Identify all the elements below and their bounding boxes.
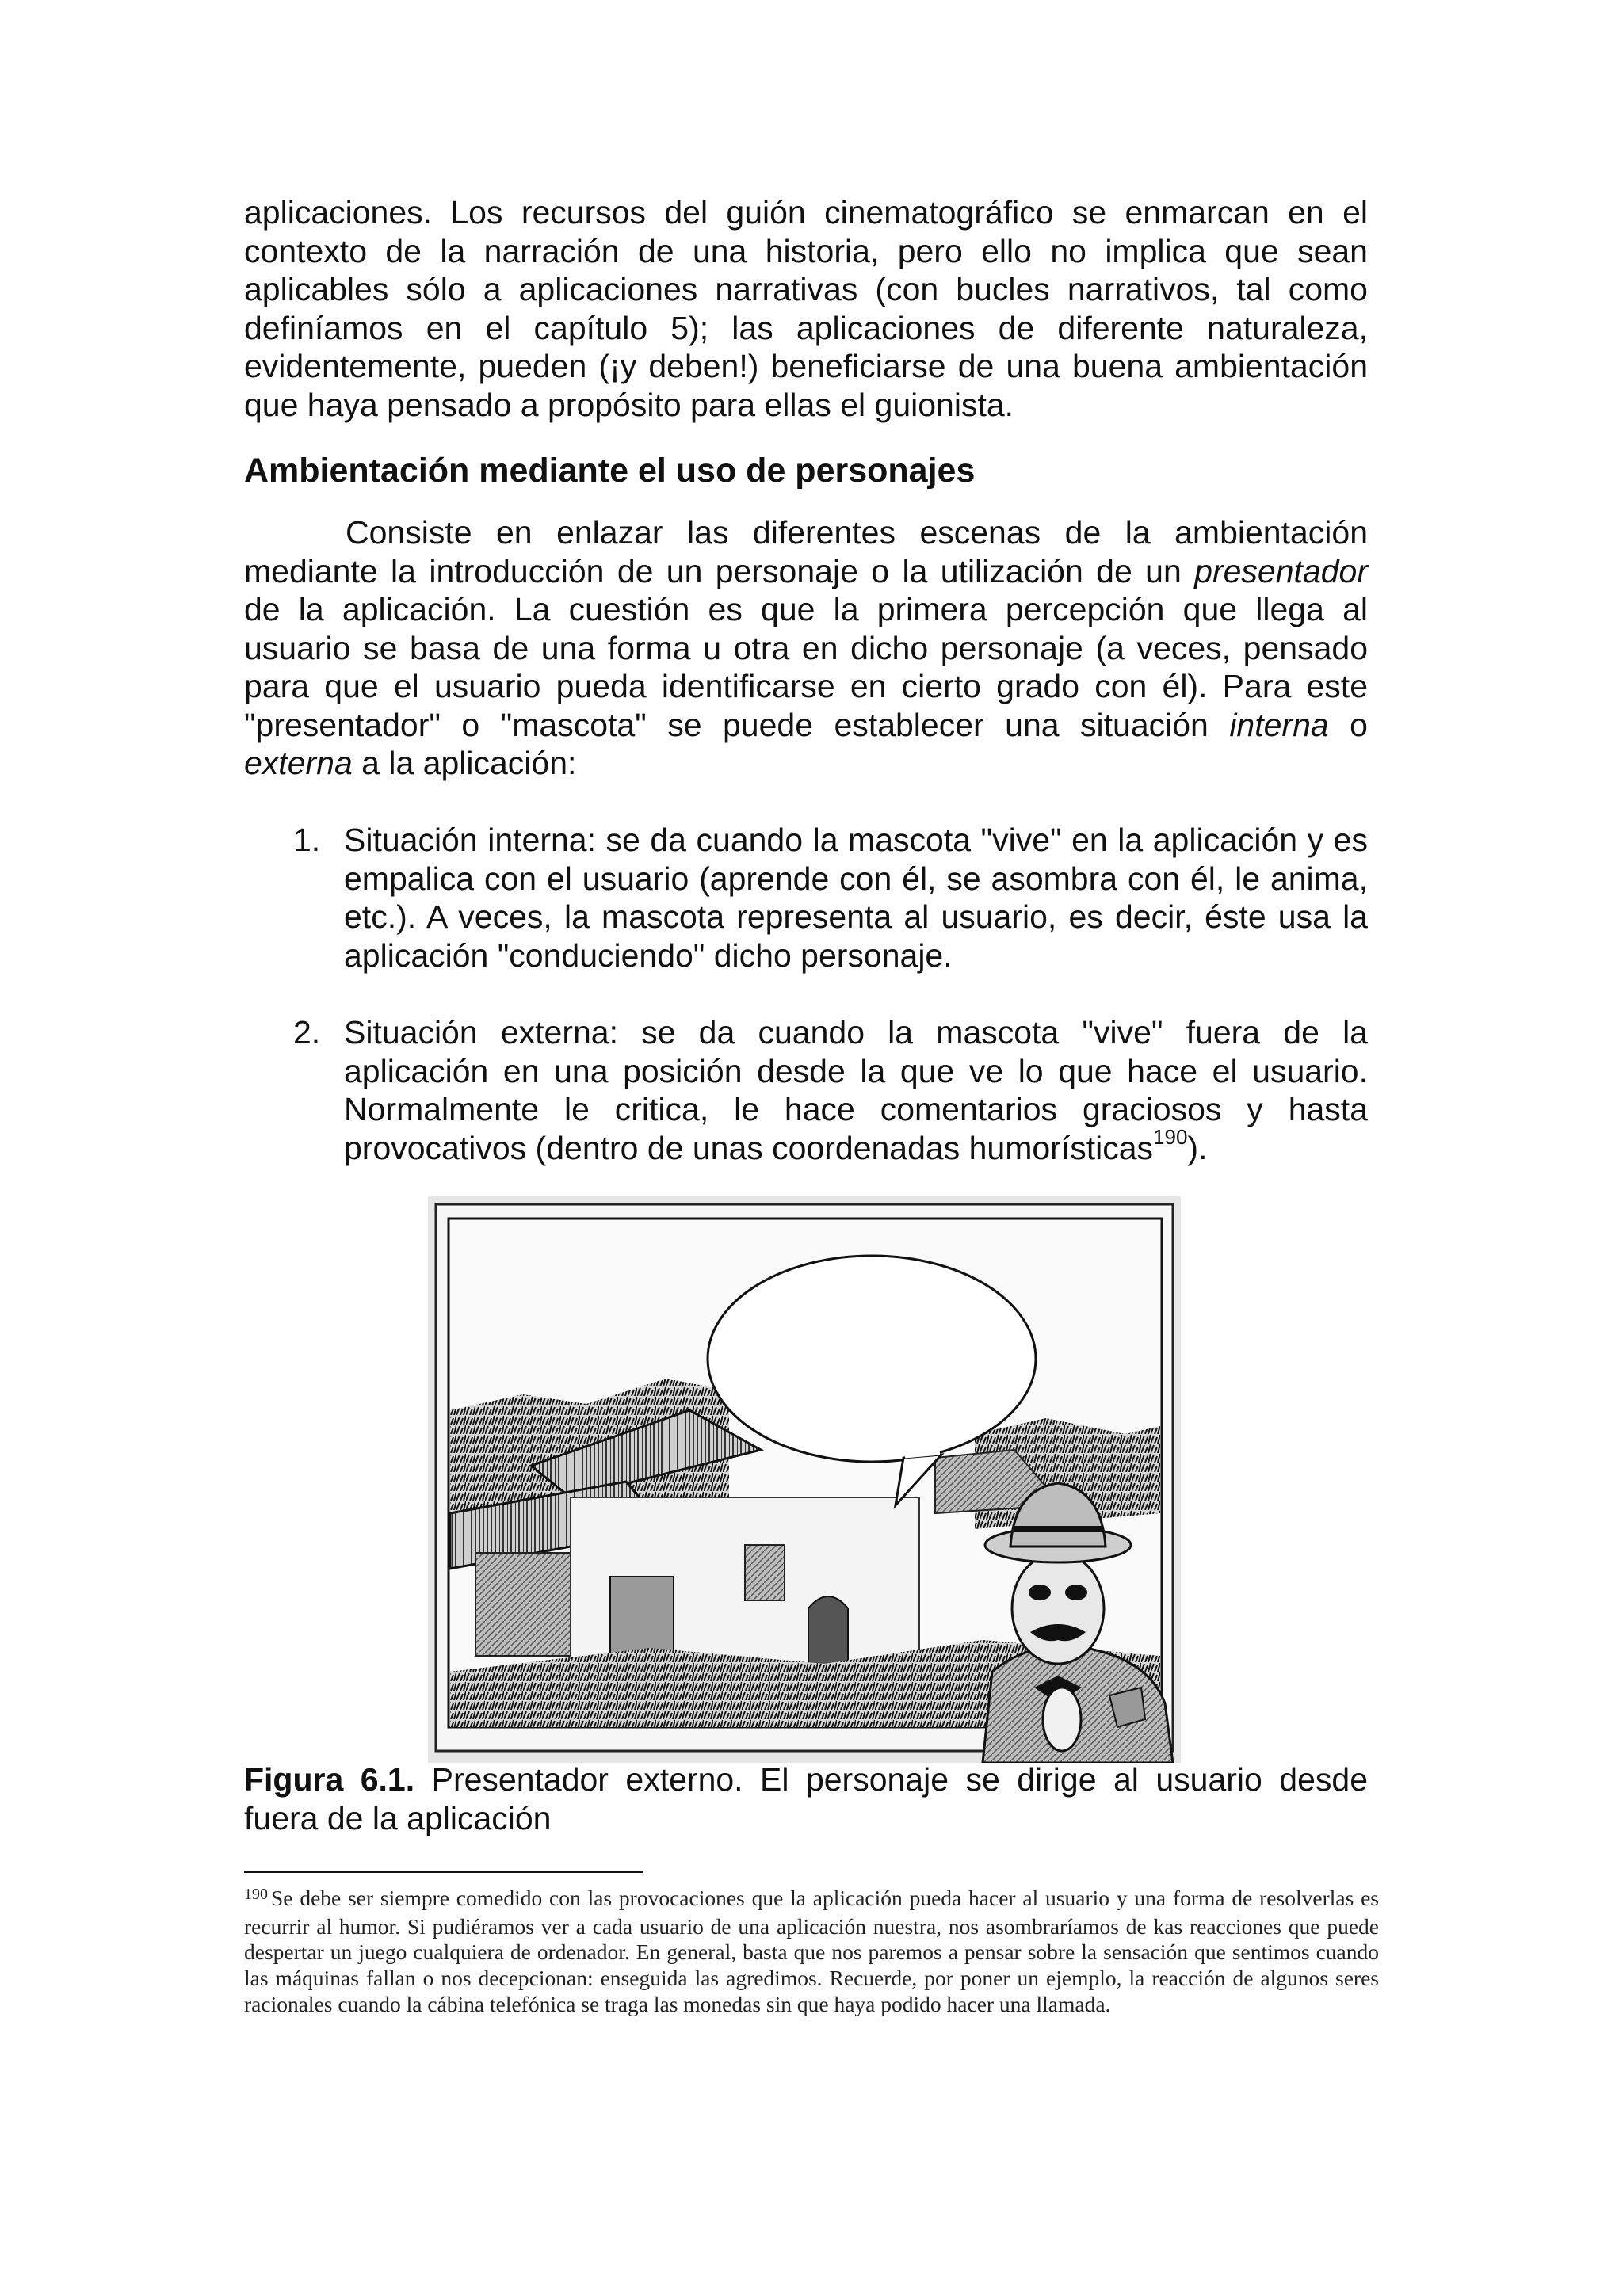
figure-illustration	[428, 1196, 1181, 1763]
body-em-externa: externa	[244, 745, 353, 781]
body-text-1: Consiste en enlazar las diferentes escenas de la ambientación mediante la introducción de un personaje o la utilización de un	[244, 514, 1368, 589]
list-text-body: Situación externa: se da cuando la mascota "vive" fuera de la aplicación en una posición desde la que ve lo que hace el usuario. Normalmente le critica, le hace comentarios graciosos y hasta provocativos (dentro de unas coordenadas humorísticas	[344, 1014, 1368, 1166]
caption-label: Figura 6.1.	[244, 1761, 415, 1798]
list-text-end: ).	[1187, 1129, 1208, 1166]
body-text-4: a la aplicación:	[352, 745, 577, 781]
figure-svg	[428, 1196, 1181, 1763]
body-paragraph	[244, 513, 1368, 783]
section-heading: Ambientación mediante el uso de personajes	[244, 452, 976, 490]
footnote-divider	[244, 1871, 643, 1873]
list-number: 2.	[293, 1014, 321, 1051]
footnote-text: Se debe ser siempre comedido con las provocaciones que la aplicación pueda hacer al usuario y una forma de resolverlas es recurrir al humor. Si pudiéramos ver a cada usuario de una aplicación nuestra, nos asombraríamos de kas reacciones que puede despertar un juego cualquiera de ordenador. En general, basta que nos paremos a pensar sobre la sensación que sentimos cuando las máquinas fallan o nos decepcionan: enseguida las agredimos. Recuerde, por poner un ejemplo, la reacción de algunos seres racionales cuando la cábina telefónica se traga las monedas sin que haya podido hacer una llamada.	[244, 1886, 1379, 2016]
body-text-3: o	[1328, 706, 1368, 743]
list-text	[344, 1013, 1368, 1167]
figure-caption	[244, 1760, 1368, 1837]
body-text-2: de la aplicación. La cuestión es que la primera percepción que llega al usuario se basa de una forma u otra en dicho personaje (a veces, pensado para que el usuario pueda identificarse en cierto grado con él). Para este "presentador" o "mascota" se puede establecer una situación	[244, 591, 1368, 743]
list-number: 1.	[293, 822, 321, 858]
caption-text: Presentador externo. El personaje se dirige al usuario desde fuera de la aplicación	[244, 1761, 1368, 1836]
footnote	[244, 1886, 1379, 2018]
footnote-number: 190	[244, 1886, 268, 1903]
body-em-presentador: presentador	[1194, 552, 1368, 589]
list-text: Situación interna: se da cuando la mascota "vive" en la aplicación y es empalica con el usuario (aprende con él, se asombra con él, le anima, etc.). A veces, la mascota representa al usuario, es decir, éste usa la aplicación "conduciendo" dicho personaje.	[344, 822, 1368, 974]
footnote-ref[interactable]: 190	[1153, 1124, 1188, 1149]
body-em-interna: interna	[1229, 706, 1329, 743]
intro-paragraph: aplicaciones. Los recursos del guión cinematográfico se enmarcan en el contexto de la narración de una historia, pero ello no implica que sean aplicables sólo a aplicaciones narrativas (con bucles narrativos, tal como definíamos en el capítulo 5); las aplicaciones de diferente naturaleza, evidentemente, pueden (¡y deben!) beneficiarse de una buena ambientación que haya pensado a propósito para ellas el guionista.	[244, 194, 1368, 423]
